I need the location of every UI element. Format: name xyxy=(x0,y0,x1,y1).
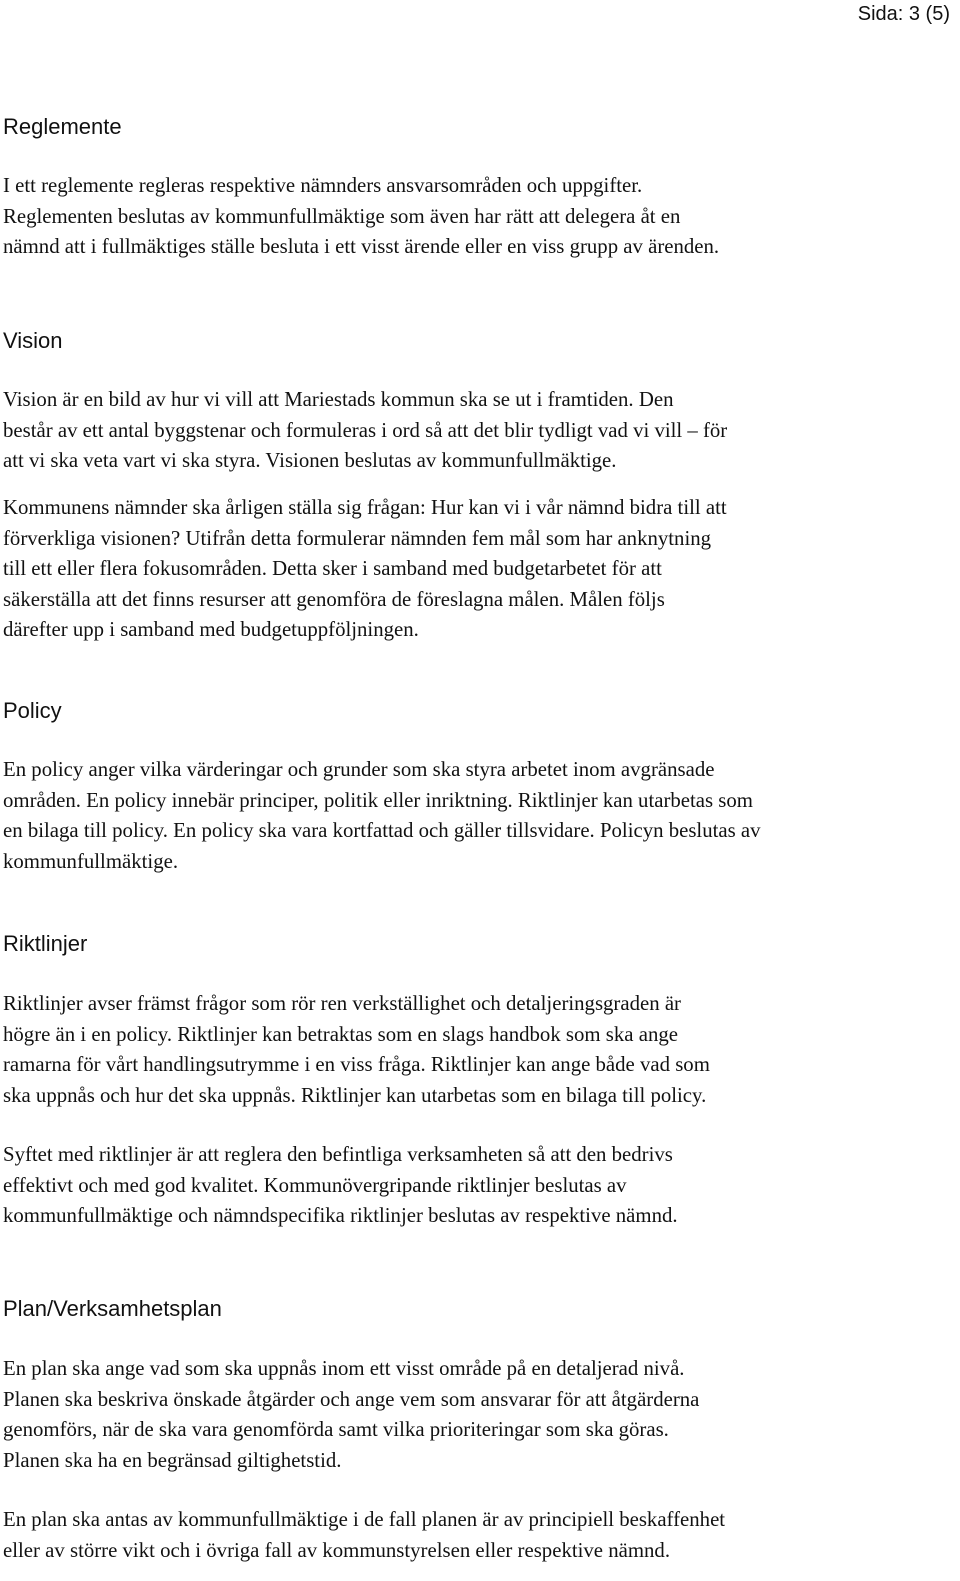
section-heading-plan: Plan/Verksamhetsplan xyxy=(3,1296,222,1321)
paragraph xyxy=(3,385,953,477)
text-line: säkerställa att det finns resurser att genomföra de föreslagna målen. Målen följs xyxy=(3,587,665,611)
text-line: Syftet med riktlinjer är att reglera den befintliga verksamheten så att den bedrivs xyxy=(3,1143,673,1166)
section-heading-reglemente: Reglemente xyxy=(3,114,122,139)
section-heading-policy: Policy xyxy=(3,698,62,723)
text-line: att vi ska veta vart vi ska styra. Visionen beslutas av kommunfullmäktige. xyxy=(3,449,617,472)
text-line: Kommunens nämnder ska årligen ställa sig frågan: Hur kan vi i vår nämnd bidra till att xyxy=(3,496,727,519)
text-line: till ett eller flera fokusområden. Detta sker i samband med budgetarbetet för att xyxy=(3,557,662,580)
paragraph xyxy=(3,493,953,646)
text-line: Reglementen beslutas av kommunfullmäktige som även har rätt att delegera åt en xyxy=(3,204,681,228)
text-line: En plan ska ange vad som ska uppnås inom ett visst område på en detaljerad nivå. xyxy=(3,1357,685,1380)
text-line: Vision är en bild av hur vi vill att Mariestads kommun ska se ut i framtiden. Den xyxy=(3,388,674,411)
paragraph xyxy=(3,1505,953,1566)
text-line: förverkliga visionen? Utifrån detta formulerar nämnden fem mål som har anknytning xyxy=(3,526,712,550)
text-line: genomförs, när de ska vara genomförda samt vilka prioriteringar som ska göras. xyxy=(3,1418,669,1441)
page-number: Sida: 3 (5) xyxy=(857,3,950,25)
text-line: Planen ska ha en begränsad giltighetstid. xyxy=(3,1448,342,1472)
text-line: I ett reglemente regleras respektive nämnders ansvarsområden och uppgifter. xyxy=(3,174,643,197)
text-line: högre än i en policy. Riktlinjer kan betraktas som en slags handbok som ska ange xyxy=(3,1022,678,1046)
paragraph xyxy=(3,1354,953,1476)
section-heading-vision: Vision xyxy=(3,328,63,353)
paragraph xyxy=(3,755,953,877)
text-line: effektivt och med god kvalitet. Kommunövergripande riktlinjer beslutas av xyxy=(3,1173,627,1197)
text-line: ramarna för vårt handlingsutrymme i en viss fråga. Riktlinjer kan ange både vad som xyxy=(3,1053,710,1076)
text-line: En plan ska antas av kommunfullmäktige i de fall planen är av principiell beskaffenhet xyxy=(3,1508,726,1531)
text-line: eller av större vikt och i övriga fall av kommunstyrelsen eller respektive nämnd. xyxy=(3,1538,671,1562)
text-line: Riktlinjer avser främst frågor som rör ren verkställighet och detaljeringsgraden är xyxy=(3,992,681,1015)
text-line: Planen ska beskriva önskade åtgärder och ange vem som ansvarar för att åtgärderna xyxy=(3,1387,700,1411)
text-line: en bilaga till policy. En policy ska vara kortfattad och gäller tillsvidare. Policyn beslutas av xyxy=(3,819,761,842)
text-line: nämnd att i fullmäktiges ställe besluta i ett visst ärende eller en viss grupp av ärenden. xyxy=(3,235,720,258)
text-line: En policy anger vilka värderingar och grunder som ska styra arbetet inom avgränsade xyxy=(3,758,715,781)
section-heading-riktlinjer: Riktlinjer xyxy=(3,931,88,956)
text-line: ska uppnås och hur det ska uppnås. Riktlinjer kan utarbetas som en bilaga till policy. xyxy=(3,1083,707,1107)
text-line: kommunfullmäktige och nämndspecifika riktlinjer beslutas av respektive nämnd. xyxy=(3,1204,678,1227)
paragraph xyxy=(3,1140,953,1232)
text-line: består av ett antal byggstenar och formuleras i ord så att det blir tydligt vad vi vill – för xyxy=(3,418,728,442)
text-line: kommunfullmäktige. xyxy=(3,849,179,873)
paragraph xyxy=(3,171,953,263)
text-line: områden. En policy innebär principer, politik eller inriktning. Riktlinjer kan utarbetas som xyxy=(3,788,753,812)
text-line: därefter upp i samband med budgetuppföljningen. xyxy=(3,618,419,641)
paragraph xyxy=(3,989,953,1111)
